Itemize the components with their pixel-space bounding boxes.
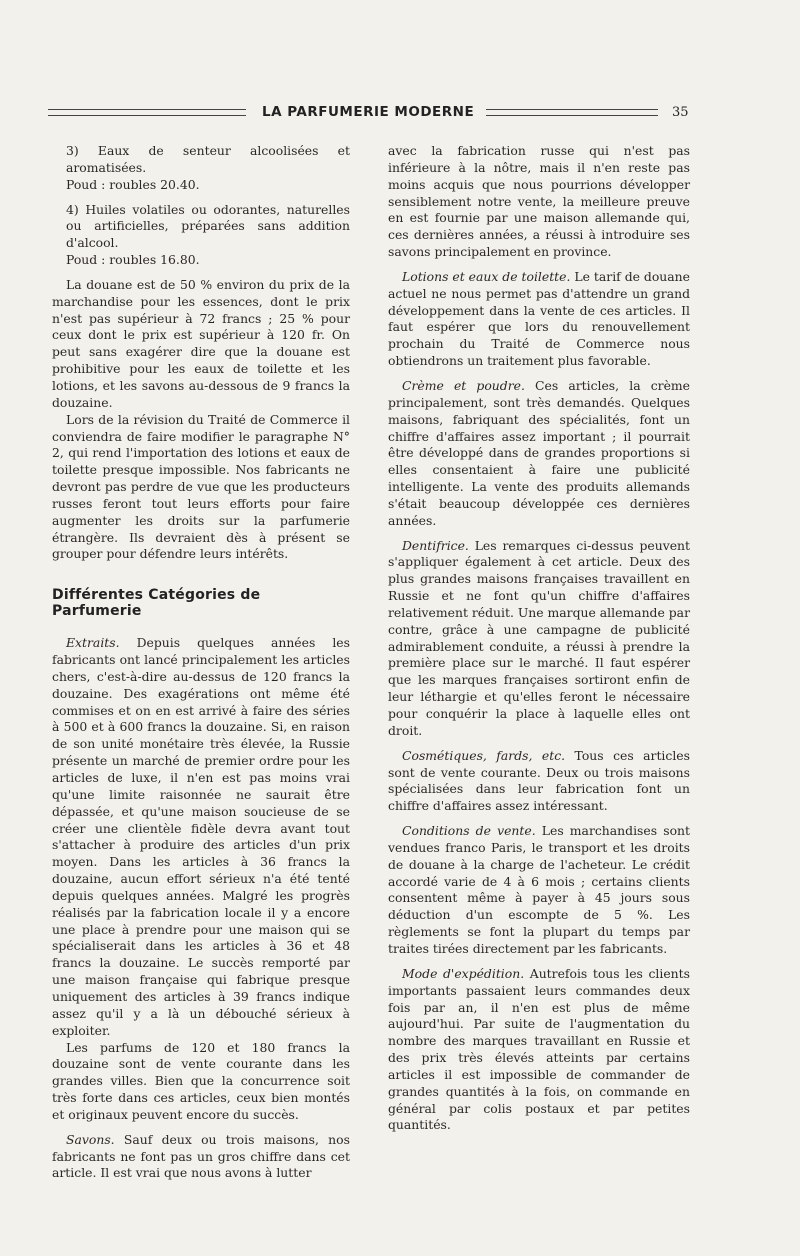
conditions-text: Les marchandises sont vendues franco Paris, le transport et les droits de douane à la charge de l'acheteur. Le crédit accordé varie de 4 à 6 mois ; certains clients consentent même à payer à 45 jours sous déduction d'un escompte de 5 %. Les règlements se font la plupart du temps par traites tirées directement par les fabricants.: [388, 823, 690, 956]
paragraph-lotions: [388, 269, 690, 370]
paragraph-parfums: Les parfums de 120 et 180 francs la douzaine sont de vente courante dans les grandes villes. Bien que la concurrence soit très forte dans ces articles, ceux bien montés et originaux peuvent encore du succès.: [52, 1039, 350, 1122]
expedition-text: Autrefois tous les clients importants passaient leurs commandes deux fois par an, il n'en est plus de même aujourd'hui. Par suite de l'augmentation du nombre des marques travaillant en Russie et des prix très élevés atteints par certains articles il est impossible de commander de grandes quantités à la fois, on commande en général par colis postaux et par petites quantités.: [388, 965, 691, 1133]
dentifrice-label: Dentifrice.: [402, 537, 469, 553]
savons-label: Savons.: [66, 1131, 115, 1147]
extraits-text: Depuis quelques années les fabricants ont lancé principalement les articles chers, c'est-à-dire au-dessus de 120 francs la douzaine. Des exagérations ont même été commises et on en est arrivé à faire des séries à 500 et à 600 francs la douzaine. Si, en raison de son unité monétaire très élevée, la Russie présente un marché de premier ordre pour les articles de luxe, il n'en est pas moins vrai qu'une limite raisonnée ne saurait être dépassée, et qu'une maison soucieuse de se créer une clientèle fidèle devra avant tout s'attacher à produire des articles d'un prix moyen. Dans les articles à 36 francs la douzaine, aucun effort sérieux n'a été tenté depuis quelques années. Malgré les progrès réalisés par la fabrication locale il y a encore une place à prendre pour une maison qui se spécialiserait dans les articles à 36 et 48 francs la douzaine. Le succès remporté par une maison française qui fabrique presque uniquement des articles à 39 francs indique assez qu'il y a là un débouché sérieux à exploiter.: [52, 635, 350, 1038]
extraits-label: Extraits.: [66, 635, 120, 651]
cosmetiques-label: Cosmétiques, fards, etc.: [402, 747, 566, 763]
item-4-duty: Poud : roubles 16.80.: [66, 252, 200, 268]
paragraph-savons: [52, 1132, 350, 1183]
expedition-label: Mode d'expédition.: [402, 965, 525, 981]
item-3-duty: Poud : roubles 20.40.: [66, 176, 200, 192]
paragraph-creme: [388, 378, 690, 530]
lotions-text: Le tarif de douane actuel ne nous permet pas d'attendre un grand développement dans la vente de ces articles. Il faut espérer que lors du renouvellement prochain du Traité de Commerce nous obtiendrons un traitement plus favorable.: [388, 268, 690, 369]
paragraph-douane: La douane est de 50 % environ du prix de la marchandise pour les essences, dont le prix n'est pas supérieur à 72 francs ; 25 % pour ceux dont le prix est supérieur à 120 fr. On peut sans exagérer dire que la douane est prohibitive pour les eaux de toilette et les lotions, et les savons au-dessous de 9 francs la douzaine.: [52, 276, 350, 410]
running-header: [48, 104, 688, 124]
section-heading: Différentes Catégories de Parfumerie: [52, 587, 261, 620]
creme-label: Crème et poudre.: [402, 377, 525, 393]
creme-text: Ces articles, la crème principalement, sont très demandés. Quelques maisons, fabriquant des spécialités, font un chiffre d'affaires assez important ; il pourrait être développé dans de grandes proportions si elles consentaient à faire une publicité intelligente. La vente des produits allemands s'était beaucoup développée ces dernières années.: [388, 377, 690, 528]
paragraph-conditions: [388, 823, 690, 958]
paragraph-extraits: [52, 635, 350, 1039]
paragraph-cosmetiques: [388, 748, 690, 815]
paragraph-dentifrice: [388, 538, 690, 740]
lotions-label: Lotions et eaux de toilette.: [402, 268, 571, 284]
item-3-title: 3) Eaux de senteur alcoolisées et aromatisées.: [66, 143, 350, 175]
running-title: LA PARFUMERIE MODERNE: [262, 104, 475, 120]
item-4-title: 4) Huiles volatiles ou odorantes, naturelles ou artificielles, préparées sans addition d'alcool.: [66, 201, 350, 251]
header-rule-right: [486, 109, 658, 116]
left-column: [52, 143, 350, 1182]
page-number: 35: [672, 105, 689, 120]
right-column: [388, 143, 690, 1134]
savons-text: Sauf deux ou trois maisons, nos fabricants ne font pas un gros chiffre dans cet article. Il est vrai que nous avons à lutter: [52, 1131, 350, 1181]
cosmetiques-text: Tous ces articles sont de vente courante. Deux ou trois maisons spécialisées dans leur fabrication font un chiffre d'affaires assez intéressant.: [388, 747, 690, 814]
dentifrice-text: Les remarques ci-dessus peuvent s'appliquer également à cet article. Deux des plus grandes maisons françaises travaillent en Russie et ne font qu'un chiffre d'affaires relativement réduit. Une marque allemande par contre, grâce à une campagne de publicité admirablement conduite, a réussi à prendre la première place sur le marché. Il faut espérer que les marques françaises sortiront enfin de leur léthargie et qu'elles feront le nécessaire pour conquérir la place à laquelle elles ont droit.: [388, 537, 690, 738]
paragraph-expedition: [388, 966, 690, 1134]
conditions-label: Conditions de vente.: [402, 823, 536, 839]
paragraph-revision: Lors de la révision du Traité de Commerce il conviendra de faire modifier le paragraphe N° 2, qui rend l'importation des lotions et eaux de toilette presque impossible. Nos fabricants ne devront pas perdre de vue que les producteurs russes feront tout leurs efforts pour faire augmenter les droits sur la parfumerie étrangère. Ils devraient dès à présent se grouper pour défendre leurs intérêts.: [52, 411, 350, 562]
header-rule-left: [48, 109, 246, 116]
paragraph-continuation: avec la fabrication russe qui n'est pas inférieure à la nôtre, mais il n'en reste pas moins acquis que nous pourrions développer sensiblement notre vente, la meilleure preuve en est fournie par une maison allemande qui, ces dernières années, a réussi à introduire ses savons principalement en province.: [388, 143, 690, 260]
